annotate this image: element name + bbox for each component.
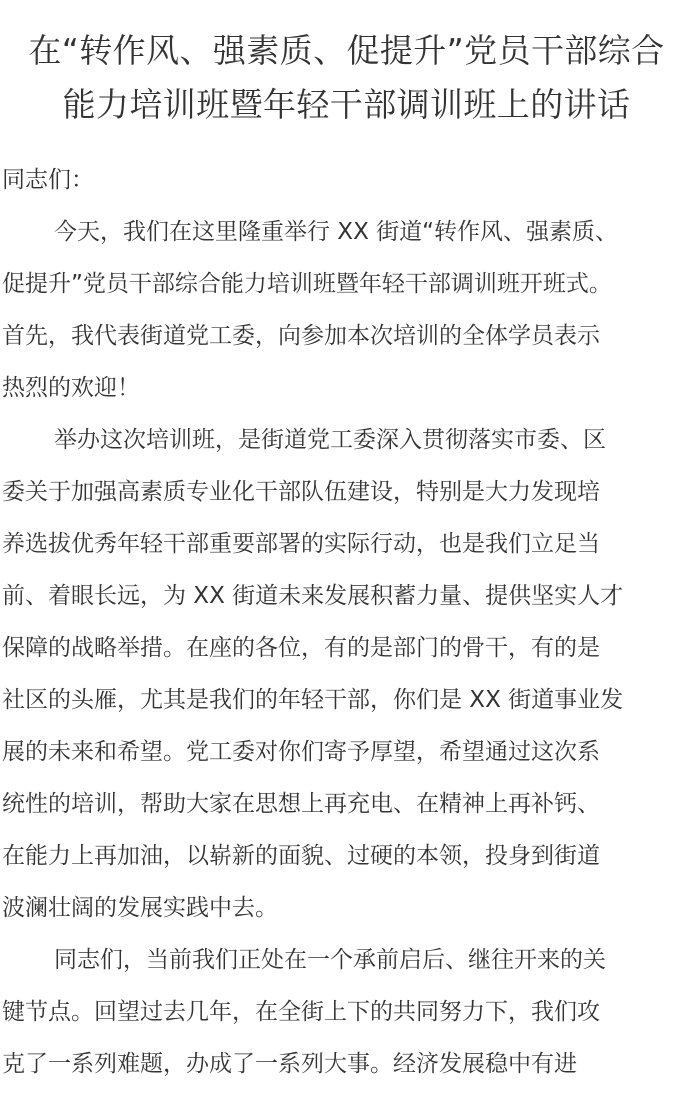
paragraph-line: 首先，我代表街道党工委，向参加本次培训的全体学员表示	[2, 323, 600, 349]
paragraph	[2, 414, 692, 934]
paragraph-line: 促提升”党员干部综合能力培训班暨年轻干部调训班开班式。	[2, 271, 612, 297]
paragraph-line: 举办这次培训班，是街道党工委深入贯彻落实市委、区	[54, 427, 606, 453]
paragraph-line: 保障的战略举措。在座的各位，有的是部门的骨干，有的是	[2, 635, 600, 661]
paragraph-line: 统性的培训，帮助大家在思想上再充电、在精神上再补钙、	[2, 791, 600, 817]
document-title	[0, 0, 693, 132]
paragraph	[2, 206, 692, 414]
paragraph-line: 键节点。回望过去几年，在全街上下的共同努力下，我们攻	[2, 999, 600, 1025]
title-line-2: 能力培训班暨年轻干部调训班上的讲话	[62, 85, 631, 124]
paragraph-line: 在能力上再加油，以崭新的面貌、过硬的本领，投身到街道	[2, 843, 600, 869]
paragraph-line: 展的未来和希望。党工委对你们寄予厚望，希望通过这次系	[2, 739, 600, 765]
paragraph-line: 同志们，当前我们正处在一个承前启后、继往开来的关	[54, 947, 606, 973]
paragraph-line: 今天，我们在这里隆重举行 XX 街道“转作风、强素质、	[54, 219, 619, 245]
paragraph-line: 委关于加强高素质专业化干部队伍建设，特别是大力发现培	[2, 479, 600, 505]
paragraph-line: 社区的头雁，尤其是我们的年轻干部，你们是 XX 街道事业发	[2, 687, 624, 713]
paragraph-line: 波澜壮阔的发展实践中去。	[2, 895, 278, 921]
paragraph-line: 养选拔优秀年轻干部重要部署的实际行动，也是我们立足当	[2, 531, 600, 557]
document-body	[2, 154, 692, 1090]
paragraph-line: 热烈的欢迎！	[2, 375, 140, 401]
paragraph-line: 前、着眼长远，为 XX 街道未来发展积蓄力量、提供坚实人才	[2, 583, 624, 609]
paragraph	[2, 934, 692, 1090]
salutation: 同志们：	[2, 167, 94, 193]
title-line-1: 在“转作风、强素质、促提升”党员干部综合	[28, 31, 665, 70]
paragraph-line: 克了一系列难题，办成了一系列大事。经济发展稳中有进	[2, 1051, 577, 1077]
